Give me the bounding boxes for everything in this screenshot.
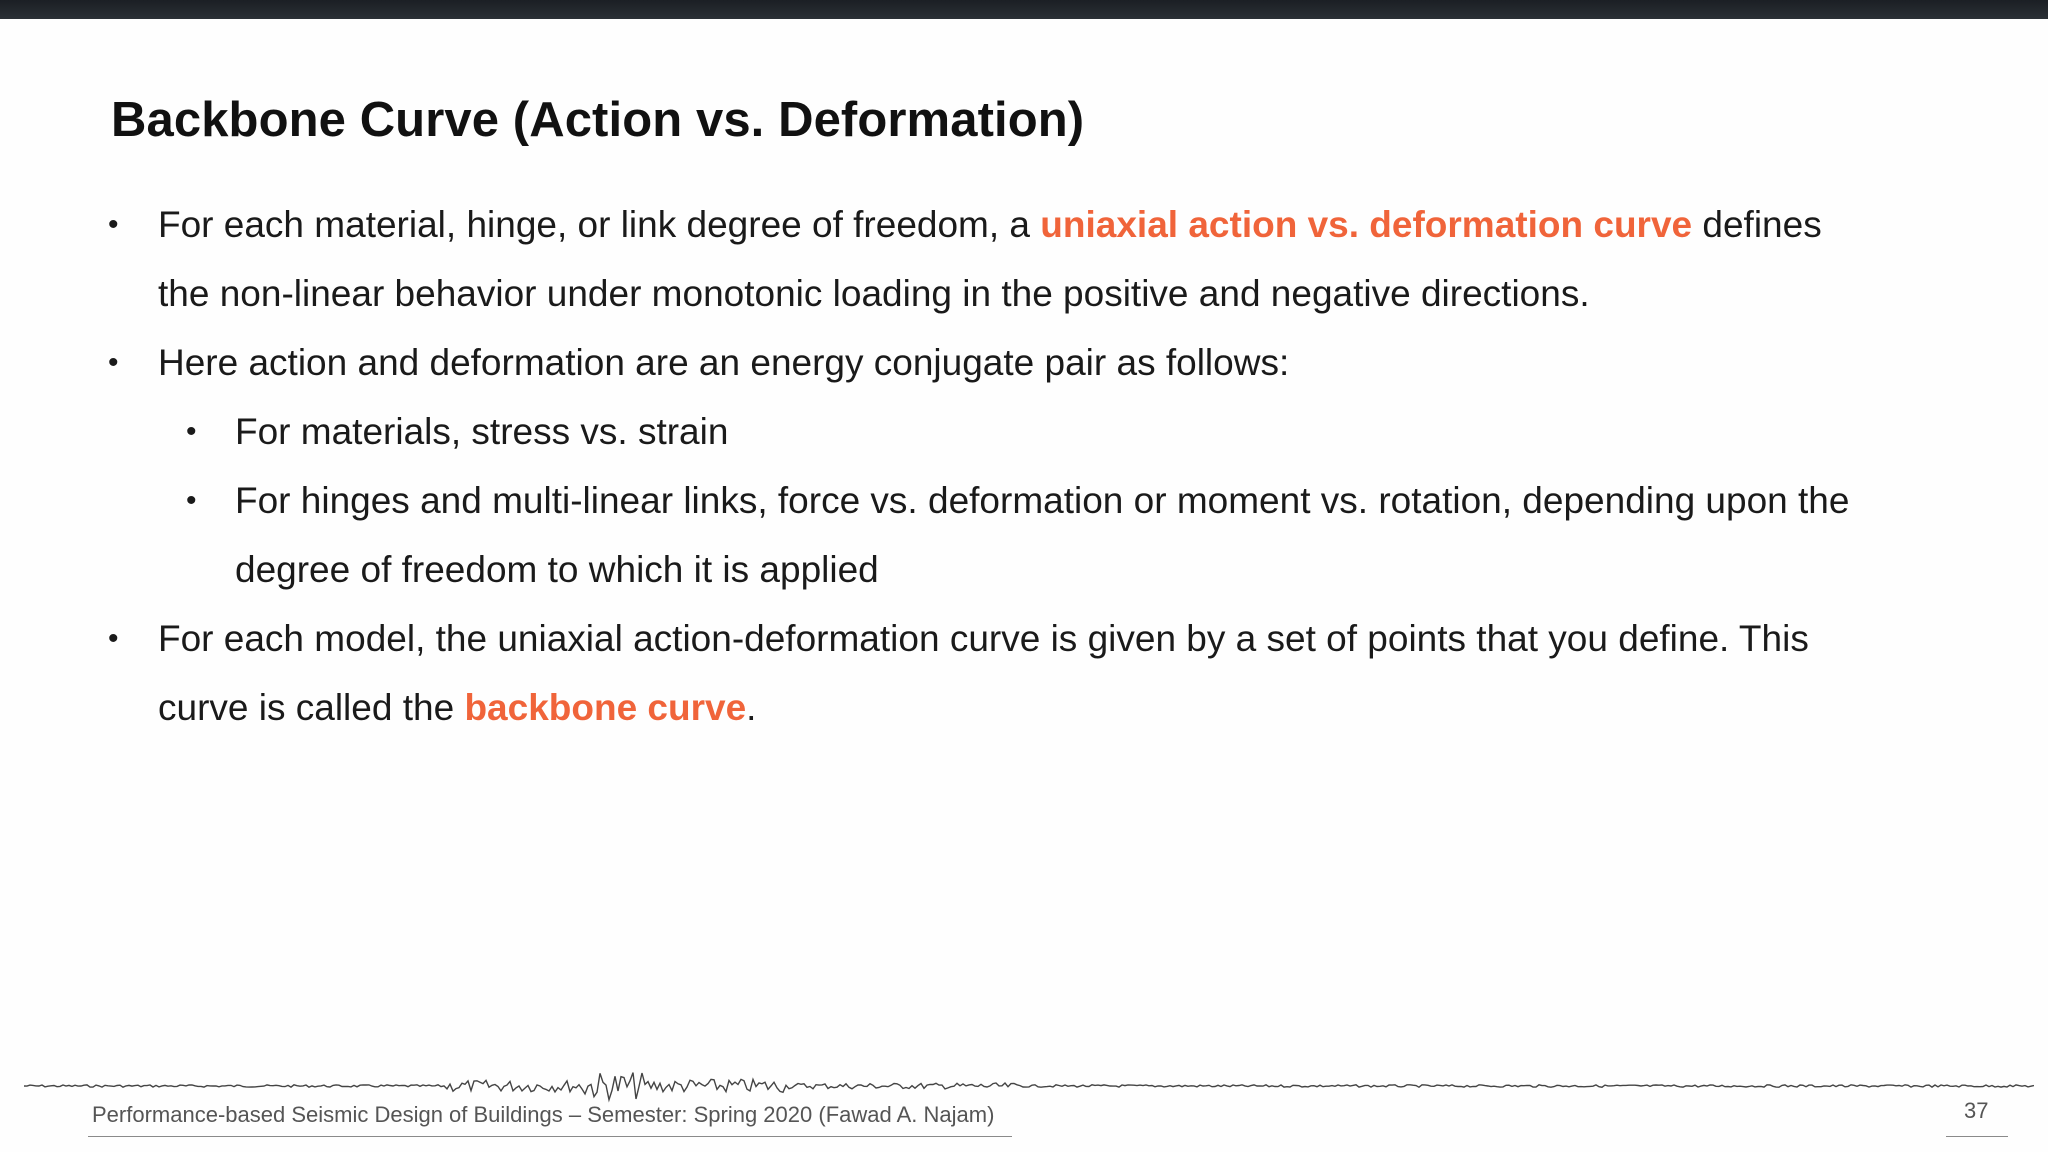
bullet-marker: • bbox=[108, 622, 119, 655]
bullet-2-line-1: Here action and deformation are an energy conjugate pair as follows: bbox=[158, 342, 1290, 383]
bullet-marker: • bbox=[108, 346, 119, 379]
footer-course-text: Performance-based Seismic Design of Buildings – Semester: Spring 2020 (Fawad A. Najam) bbox=[92, 1102, 995, 1127]
bullet-3-line-2 bbox=[158, 686, 756, 730]
slide-title: Backbone Curve (Action vs. Deformation) bbox=[111, 93, 1085, 147]
sub-bullet-marker: • bbox=[186, 415, 197, 448]
bullet-1-text-pre: For each material, hinge, or link degree of freedom, a bbox=[158, 204, 1041, 245]
sub-bullet-2-line-1: For hinges and multi-linear links, force vs. deformation or moment vs. rotation, depending upon the bbox=[235, 480, 1850, 521]
bullet-3-highlight: backbone curve bbox=[464, 687, 747, 728]
bullet-1-highlight: uniaxial action vs. deformation curve bbox=[1040, 204, 1693, 245]
bullet-marker: • bbox=[108, 208, 119, 241]
sub-bullet-2-line-2: degree of freedom to which it is applied bbox=[235, 549, 879, 590]
bullet-3-text-post: . bbox=[746, 687, 757, 728]
bullet-1-line-1 bbox=[158, 203, 1822, 247]
bullet-1-line-2: the non-linear behavior under monotonic loading in the positive and negative directions. bbox=[158, 273, 1590, 314]
sub-bullet-marker: • bbox=[186, 484, 197, 517]
bullet-3-text-pre: curve is called the bbox=[158, 687, 465, 728]
bullet-3-line-1: For each model, the uniaxial action-deformation curve is given by a set of points that you define. This bbox=[158, 618, 1809, 659]
page-number: 37 bbox=[1964, 1098, 1989, 1123]
window-top-bar bbox=[0, 0, 2048, 19]
footer-divider bbox=[88, 1136, 1012, 1137]
page-number-divider bbox=[1946, 1136, 2008, 1137]
sub-bullet-1-line-1: For materials, stress vs. strain bbox=[235, 411, 729, 452]
bullet-1-text-post: defines bbox=[1692, 204, 1822, 245]
slide bbox=[0, 19, 2048, 1152]
